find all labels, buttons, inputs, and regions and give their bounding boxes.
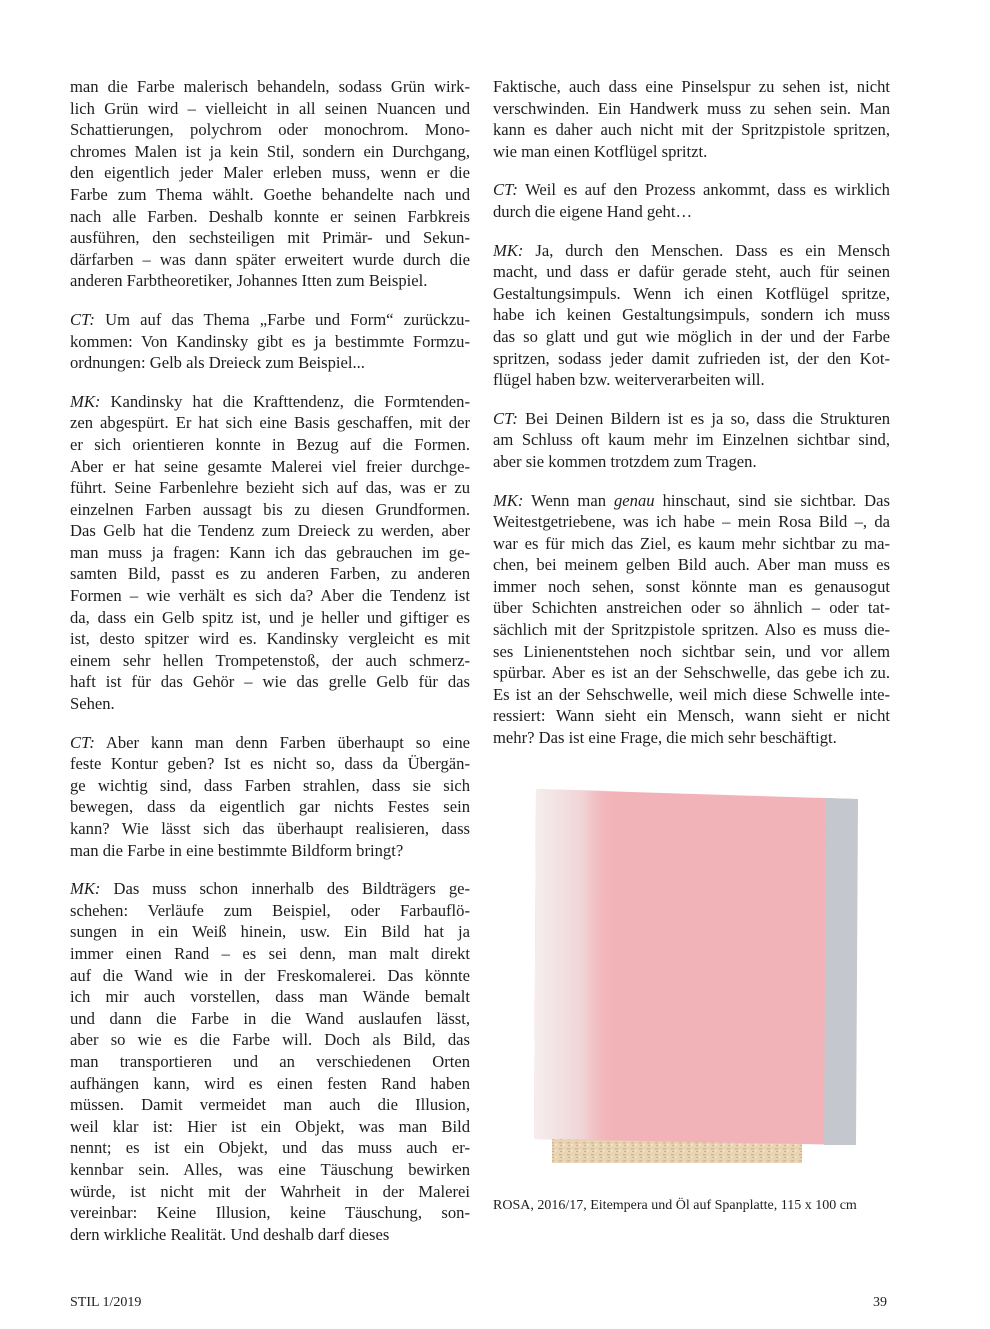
line-text: ausführen, den sechsteiligen mit Primär- und Sekun- xyxy=(70,228,470,248)
speaker-label: MK: xyxy=(70,391,101,411)
line-text: Es ist an der Sehschwelle, weil mich diese Schwelle inte- xyxy=(493,684,890,704)
line-text: ich mir auch vorstellen, dass man Wände bemalt xyxy=(70,987,470,1007)
paragraph xyxy=(70,732,470,862)
white-fade-edge xyxy=(534,789,616,1140)
text-line xyxy=(70,732,470,754)
text-line xyxy=(493,554,890,576)
text-line xyxy=(70,352,470,374)
speaker-label: MK: xyxy=(493,490,524,510)
line-text: Formen – wie verhält es sich da? Aber die Tendenz ist xyxy=(70,586,470,606)
text-line xyxy=(70,162,470,184)
text-line xyxy=(493,576,890,598)
text-line xyxy=(70,499,470,521)
line-text: am Schluss oft kaum mehr im Einzelnen sichtbar sind, xyxy=(493,430,890,450)
speaker-label: CT: xyxy=(493,408,518,428)
line-text: Weitestgetriebene, was ich habe – mein Rosa Bild –, da xyxy=(493,512,890,532)
paragraph xyxy=(493,490,890,749)
paragraph xyxy=(493,408,890,473)
text-line xyxy=(70,1051,470,1073)
text-line xyxy=(70,331,470,353)
text-line xyxy=(493,429,890,451)
line-text: Gestaltungsimpuls. Wenn ich einen Kotflügel spritze, xyxy=(493,283,890,303)
paragraph xyxy=(493,240,890,391)
grey-band xyxy=(824,798,858,1145)
text-line xyxy=(70,563,470,585)
text-line xyxy=(70,1159,470,1181)
text-line xyxy=(70,206,470,228)
text-line xyxy=(70,693,470,715)
line-text: Das muss schon innerhalb des Bildträgers ge- xyxy=(113,879,471,899)
line-text: bewegen, dass da eigentlich gar nichts Festes sein xyxy=(70,797,470,817)
text-line xyxy=(493,408,890,430)
line-text: wie man einen Kotflügel spritzt. xyxy=(493,141,708,161)
text-line xyxy=(70,141,470,163)
line-text: aber so wie es die Farbe will. Doch als Bild, das xyxy=(70,1030,470,1050)
line-text: feste Kontur geben? Ist es nicht so, dass da Übergän- xyxy=(70,754,470,774)
footer-issue: STIL 1/2019 xyxy=(70,1295,142,1310)
text-line xyxy=(70,412,470,434)
speaker-label: CT: xyxy=(493,180,518,200)
text-line xyxy=(70,227,470,249)
text-line xyxy=(493,98,890,120)
line-text: Faktische, auch dass eine Pinselspur zu sehen ist, nicht xyxy=(493,77,890,96)
line-text: Farbe zum Thema wählt. Goethe behandelte nach und xyxy=(70,184,470,204)
line-text: Aber er hat seine gesamte Malerei viel freier durchge- xyxy=(70,456,470,476)
text-line xyxy=(70,270,470,292)
text-line xyxy=(493,283,890,305)
paragraph xyxy=(70,878,470,1245)
paragraph xyxy=(70,309,470,374)
line-text: spritzen, sodass jeder damit zufrieden ist, der den Kot- xyxy=(493,348,890,368)
line-text: haft ist für das Gehör – wie das grelle Gelb für das xyxy=(70,672,470,692)
line-text: führt. Seine Farbenlehre bezieht sich auf das, was er zu xyxy=(70,478,470,498)
line-text: schehen: Verläufe zum Beispiel, oder Farbauflö- xyxy=(70,900,470,920)
line-text: über Schichten anstreichen oder so ähnlich – oder tat- xyxy=(493,598,890,618)
line-text: ses Linienentstehen noch sichtbar sein, und vor allem xyxy=(493,641,890,661)
text-line xyxy=(70,520,470,542)
line-text: müssen. Damit vermeidet man auch die Illusion, xyxy=(70,1095,470,1115)
line-text: war es für mich das Ziel, es kaum mehr sichtbar zu ma- xyxy=(493,533,890,553)
text-line xyxy=(70,477,470,499)
line-text: man die Farbe in eine bestimmte Bildform bringt? xyxy=(70,840,404,860)
text-line xyxy=(493,141,890,163)
text-line xyxy=(493,326,890,348)
line-text: därfarben – was dann später erweitert wurde durch die xyxy=(70,249,470,269)
text-line xyxy=(493,119,890,141)
text-line xyxy=(493,597,890,619)
line-text: man transportieren und an verschiedenen Orten xyxy=(70,1051,470,1071)
line-text: samten Bild, passt es zu anderen Farben, zu anderen xyxy=(70,564,470,584)
line-text: Sehen. xyxy=(70,694,115,714)
line-text: auf die Wand wie in der Freskomalerei. Das könnte xyxy=(70,965,470,985)
line-text: ordnungen: Gelb als Dreieck zum Beispiel... xyxy=(70,353,365,373)
text-line xyxy=(493,261,890,283)
page-number: 39 xyxy=(873,1295,887,1310)
line-text: man die Farbe malerisch behandeln, sodass Grün wirk- xyxy=(70,77,470,96)
text-line xyxy=(70,671,470,693)
line-text: einem sehr hellen Trompetenstoß, der auch schmerz- xyxy=(70,650,470,670)
line-text: durch die eigene Hand geht… xyxy=(493,201,693,221)
line-text: kennbar sein. Alles, was eine Täuschung bewirken xyxy=(70,1159,470,1179)
painting-caption: ROSA, 2016/17, Eitempera und Öl auf Spanplatte, 115 x 100 cm xyxy=(493,1198,857,1213)
text-line xyxy=(493,727,890,749)
text-line xyxy=(70,775,470,797)
text-line xyxy=(70,796,470,818)
text-line xyxy=(70,1094,470,1116)
line-text: Aber kann man denn Farben überhaupt so eine xyxy=(105,732,470,752)
paragraph xyxy=(70,391,470,715)
line-text: da, dass ein Gelb spitz ist, und je heller und giftiger es xyxy=(70,607,470,627)
text-line xyxy=(493,369,890,391)
line-text: Bei Deinen Bildern ist es ja so, dass die Strukturen xyxy=(525,408,890,428)
line-text: kann es daher auch nicht mit der Spritzpistole spritzen, xyxy=(493,120,890,140)
line-text: chen, bei meinem gelben Bild auch. Aber man muss es xyxy=(493,555,890,575)
text-line xyxy=(70,628,470,650)
text-line xyxy=(70,542,470,564)
text-line xyxy=(70,900,470,922)
text-line xyxy=(70,249,470,271)
text-line xyxy=(493,201,890,223)
text-line xyxy=(70,119,470,141)
line-text: nach alle Farben. Deshalb konnte er seinen Farbkreis xyxy=(70,206,470,226)
text-line xyxy=(70,309,470,331)
line-text: kommen: Von Kandinsky gibt es ja bestimmte Formzu- xyxy=(70,331,470,351)
line-text: sungen in ein Weiß hinein, usw. Ein Bild hat ja xyxy=(70,922,470,942)
text-line xyxy=(493,240,890,262)
speaker-label: CT: xyxy=(70,732,95,752)
right-column xyxy=(493,76,890,766)
text-line xyxy=(493,451,890,473)
text-line xyxy=(70,98,470,120)
line-text: Ja, durch den Menschen. Dass es ein Mensch xyxy=(535,240,890,260)
text-line xyxy=(493,641,890,663)
text-line xyxy=(493,76,890,98)
line-text: Wenn man genau hinschaut, sind sie sichtbar. Das xyxy=(531,490,890,510)
text-line xyxy=(493,511,890,533)
line-text: kann? Wie lässt sich das überhaupt realisieren, dass xyxy=(70,819,470,838)
line-text: anderen Farbtheoretiker, Johannes Itten zum Beispiel. xyxy=(70,271,428,291)
text-line xyxy=(493,179,890,201)
line-text: Das Gelb hat die Tendenz zum Dreieck zu werden, aber xyxy=(70,521,470,541)
line-text: ressiert: Wann sieht ein Mensch, wann sieht er nicht xyxy=(493,706,890,726)
painting-rosa xyxy=(534,787,864,1163)
text-line xyxy=(70,753,470,775)
text-line xyxy=(493,348,890,370)
line-text: verschwinden. Ein Handwerk muss zu sehen sein. Man xyxy=(493,98,890,118)
line-text: immer noch sehen, sonst könnte man es genausogut xyxy=(493,576,890,596)
line-text: vereinbar: Keine Illusion, keine Täuschung, son- xyxy=(70,1203,470,1223)
text-line xyxy=(70,840,470,862)
text-line xyxy=(70,965,470,987)
text-line xyxy=(70,1137,470,1159)
text-line xyxy=(70,818,470,840)
text-line xyxy=(70,456,470,478)
speaker-label: CT: xyxy=(70,309,95,329)
text-line xyxy=(70,434,470,456)
text-line xyxy=(70,986,470,1008)
line-text: einzelnen Farben aussagt bis zu diesen Grundformen. xyxy=(70,499,470,519)
text-line xyxy=(70,1181,470,1203)
line-text: mehr? Das ist eine Frage, die mich sehr beschäftigt. xyxy=(493,728,837,748)
line-text: das so glatt und gut wie möglich in der und der Farbe xyxy=(493,326,890,346)
paragraph xyxy=(70,76,470,292)
line-text: aber sie kommen trotzdem zum Tragen. xyxy=(493,451,757,471)
line-text: Kandinsky hat die Krafttendenz, die Formtenden- xyxy=(110,391,470,411)
text-line xyxy=(493,662,890,684)
text-line xyxy=(70,607,470,629)
line-text: lich Grün wird – vielleicht in all seinen Nuancen und xyxy=(70,98,470,118)
text-line xyxy=(70,184,470,206)
text-line xyxy=(70,943,470,965)
text-line xyxy=(70,585,470,607)
line-text: er sich orientieren konnte in Bezug auf die Formen. xyxy=(70,434,470,454)
text-line xyxy=(70,1008,470,1030)
text-line xyxy=(70,921,470,943)
line-text: den eigentlich jeder Maler erleben muss, wenn er die xyxy=(70,163,470,183)
text-line xyxy=(493,684,890,706)
paragraph xyxy=(493,76,890,162)
left-column xyxy=(70,76,470,1262)
line-text: Weil es auf den Prozess ankommt, dass es wirklich xyxy=(525,180,890,200)
text-line xyxy=(493,533,890,555)
line-text: chromes Malen ist ja kein Stil, sondern ein Durchgang, xyxy=(70,141,470,161)
text-line xyxy=(70,391,470,413)
line-text: würde, ist nicht mit der Wahrheit in der Malerei xyxy=(70,1181,470,1201)
speaker-label: MK: xyxy=(493,240,524,260)
text-line xyxy=(493,490,890,512)
line-text: und dann die Farbe in die Wand auslaufen lässt, xyxy=(70,1008,470,1028)
speaker-label: MK: xyxy=(70,879,101,899)
line-text: Schattierungen, polychrom oder monochrom. Mono- xyxy=(70,120,470,140)
text-line xyxy=(493,705,890,727)
line-text: Um auf das Thema „Farbe und Form“ zurückzu- xyxy=(105,309,471,329)
text-line xyxy=(70,1073,470,1095)
line-text: weil klar ist: Hier ist ein Objekt, was man Bild xyxy=(70,1116,470,1136)
line-text: spürbar. Aber es ist an der Sehschwelle, das gebe ich zu. xyxy=(493,663,890,683)
paragraph xyxy=(493,179,890,222)
text-line xyxy=(70,1224,470,1246)
text-line xyxy=(70,1029,470,1051)
line-text: nennt; es ist ein Objekt, und das muss auch er- xyxy=(70,1138,470,1158)
text-line xyxy=(70,650,470,672)
text-line xyxy=(70,1116,470,1138)
line-text: sächlich mit der Spritzpistole spritzen. Also es muss die- xyxy=(493,620,890,640)
line-text: zen abgespürt. Er hat sich eine Basis geschaffen, mit der xyxy=(70,413,470,433)
text-line xyxy=(70,878,470,900)
line-text: immer einen Rand – es sei denn, man malt direkt xyxy=(70,943,470,963)
line-text: aufhängen kann, wird es einen festen Rand haben xyxy=(70,1073,470,1093)
emphasis: genau xyxy=(614,490,655,510)
text-line xyxy=(70,1202,470,1224)
text-line xyxy=(70,76,470,98)
line-text: macht, und dass er dafür gerade steht, auch für seinen xyxy=(493,262,890,282)
line-text: dern wirkliche Realität. Und deshalb darf dieses xyxy=(70,1224,390,1244)
line-text: man muss ja fragen: Kann ich das gebrauchen im ge- xyxy=(70,542,470,562)
text-line xyxy=(493,304,890,326)
line-text: ist, desto spitzer wird es. Kandinsky vergleicht es mit xyxy=(70,629,470,649)
line-text: flügel haben bzw. weiterverarbeiten will. xyxy=(493,370,765,390)
text-line xyxy=(493,619,890,641)
line-text: habe ich keinen Gestaltungsimpuls, sondern ich muss xyxy=(493,305,890,325)
line-text: ge wichtig sind, dass Farben strahlen, dass sie sich xyxy=(70,775,470,795)
